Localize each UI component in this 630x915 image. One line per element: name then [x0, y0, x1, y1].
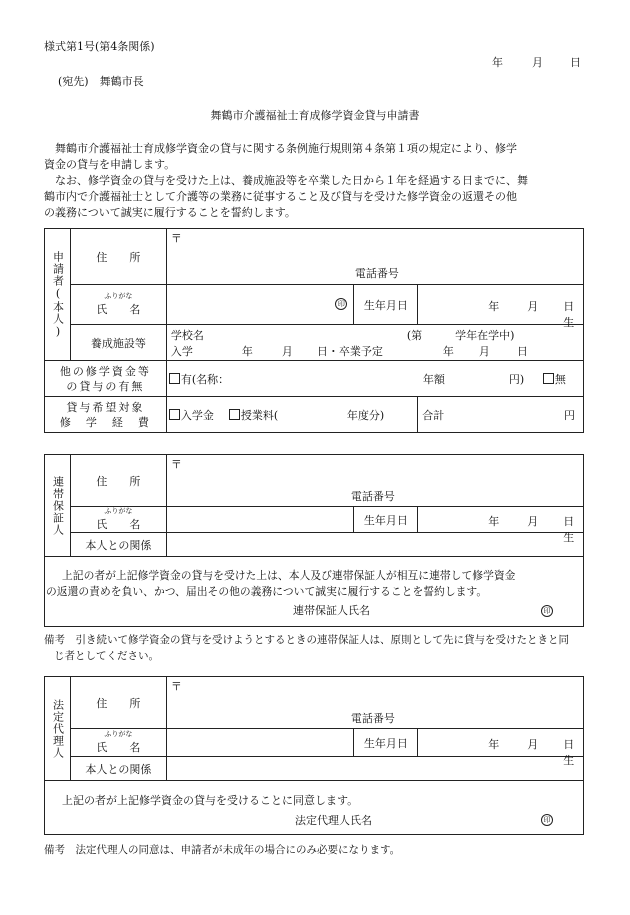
legal-rep-table [44, 676, 584, 835]
note-guarantor: 備考 引き続いて修学資金の貸与を受けようとするときの連帯保証人は、原則として先に貸与を受けたときと同 じ者としてください。 [44, 634, 569, 662]
addressee: (宛先) 舞鶴市長 [58, 75, 144, 88]
form-number: 様式第1号(第4条関係) [44, 40, 155, 53]
legal-rep-address-field[interactable]: 〒 電話番号 [166, 677, 583, 729]
intro-p2-line2: 鶴市内で介護福祉士として介護等の業務に従事すること及び貸与を受けた修学資金の返還その他 [44, 190, 517, 203]
date-month-label: 月 [532, 56, 543, 69]
other-loan-no[interactable]: 無 [543, 371, 566, 387]
school-row-label: 養成施設等 [70, 325, 166, 361]
guarantor-name-label: ふりがな 氏 名 [70, 507, 166, 533]
total-field[interactable]: 合計 円 [418, 397, 584, 433]
seal-icon: 印 [335, 298, 347, 310]
applicant-address-field[interactable] [166, 229, 583, 285]
school-field[interactable]: 学校名 (第 学年在学中) 入学 年 月 日・卒業予定 年 月 日 [166, 325, 583, 361]
guarantor-signer-label: 連帯保証人氏名 [293, 604, 370, 617]
date-day-label: 日 [570, 56, 581, 69]
applicant-birth-field[interactable]: 年 月 日生 [418, 285, 584, 325]
other-loan-yes[interactable]: 有(名称： [169, 371, 229, 387]
expense-label: 貸与希望対象 修 学 経 費 [45, 397, 167, 433]
guarantor-section-label: 連帯保証人 [45, 455, 71, 557]
date-year-label: 年 [492, 56, 503, 69]
seal-icon: 印 [541, 605, 553, 617]
page-title: 舞鶴市介護福祉士育成修学資金貸与申請書 [210, 109, 420, 122]
applicant-table [44, 228, 584, 433]
expense-field[interactable]: 入学金 授業料( 年度分) [166, 397, 417, 433]
intro-p1-line2: 資金の貸与を申請します。 [44, 158, 176, 171]
guarantor-phone-label: 電話番号 [350, 490, 395, 503]
applicant-birth-label: 生年月日 [354, 285, 418, 325]
intro-p1-line1: 舞鶴市介護福祉士育成修学資金の貸与に関する条例施行規則第４条第１項の規定により、修学 [55, 142, 517, 155]
intro-text [44, 141, 589, 221]
other-loan-field[interactable]: 有(名称： 年額 円) 無 [166, 361, 583, 397]
legal-rep-birth-field[interactable]: 年 月 日生 [418, 729, 584, 757]
legal-rep-relation-field[interactable] [166, 757, 583, 781]
guarantor-relation-label: 本人との関係 [70, 533, 166, 557]
legal-rep-address-label: 住 所 [70, 677, 166, 729]
guarantor-address-label: 住 所 [70, 455, 166, 507]
intro-p2-line3: の義務について誠実に履行することを誓約します。 [44, 206, 296, 219]
guarantor-relation-field[interactable] [166, 533, 583, 557]
seal-icon: 印 [541, 814, 553, 826]
guarantor-address-field[interactable]: 〒 電話番号 [166, 455, 583, 507]
legal-rep-relation-label: 本人との関係 [70, 757, 166, 781]
expense-tuition-check[interactable]: 授業料( [229, 407, 278, 423]
guarantor-birth-label: 生年月日 [354, 507, 418, 533]
applicant-name-field[interactable] [166, 285, 354, 325]
guarantor-table [44, 454, 584, 627]
applicant-address-label: 住 所 [70, 229, 166, 285]
applicant-phone-label: 電話番号 [354, 267, 399, 280]
legal-rep-section-label: 法定代理人 [45, 677, 71, 781]
legal-rep-signer-label: 法定代理人氏名 [295, 814, 372, 827]
applicant-section-label: 申請者(本人) [45, 229, 71, 361]
expense-entry-check[interactable]: 入学金 [169, 407, 214, 423]
legal-rep-name-field[interactable] [166, 729, 354, 757]
guarantor-pledge: 上記の者が上記修学資金の貸与を受けた上は、本人及び連帯保証人が相互に連帯して修学資金 の返還の責めを負い、かつ、届出その他の義務について誠実に履行することを誓約します。 連帯保証人氏名 印 [45, 557, 584, 627]
legal-rep-name-label: ふりがな 氏 名 [70, 729, 166, 757]
legal-rep-consent: 上記の者が上記修学資金の貸与を受けることに同意します。 法定代理人氏名 印 [45, 781, 584, 835]
guarantor-name-field[interactable] [166, 507, 354, 533]
legal-rep-birth-label: 生年月日 [354, 729, 418, 757]
legal-rep-phone-label: 電話番号 [350, 712, 395, 725]
guarantor-birth-field[interactable]: 年 月 日生 [418, 507, 584, 533]
other-loan-label: 他の修学資金等 の貸与の有無 [45, 361, 167, 397]
intro-p2-line1: なお、修学資金の貸与を受けた上は、養成施設等を卒業した日から１年を経過する日までに、舞 [55, 174, 528, 187]
applicant-name-label: ふりがな 氏 名 [70, 285, 166, 325]
postal-mark: 〒 [170, 232, 182, 245]
note-legal-rep: 備考 法定代理人の同意は、申請者が未成年の場合にのみ必要になります。 [44, 844, 401, 856]
